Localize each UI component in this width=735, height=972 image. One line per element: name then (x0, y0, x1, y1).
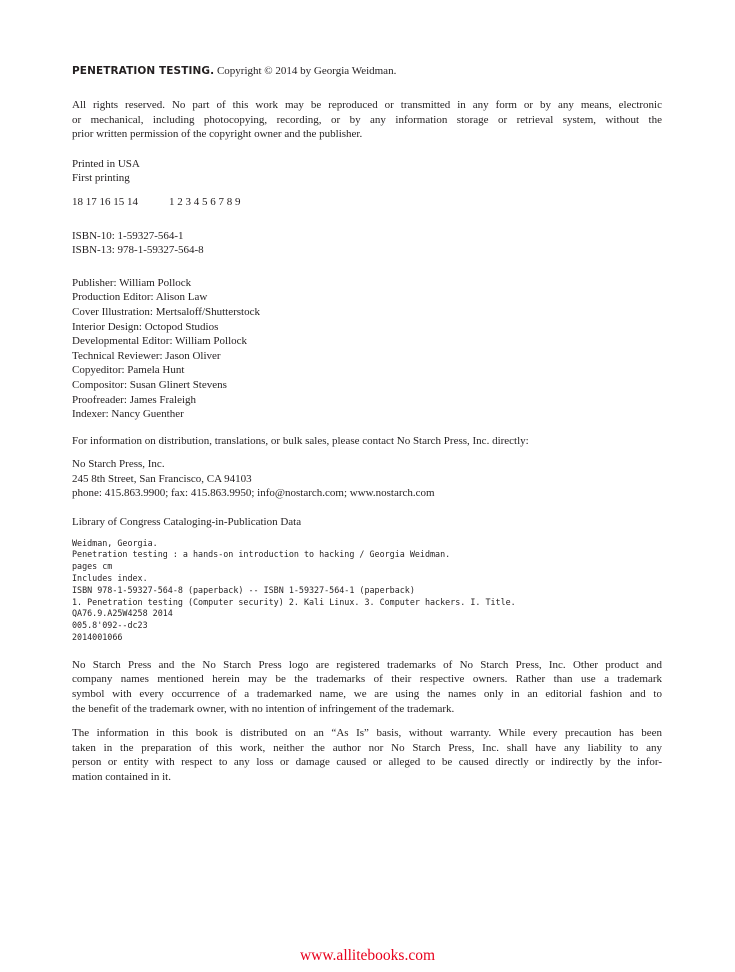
publisher-contact (72, 457, 662, 501)
rights-line: All rights reserved. No part of this work may be reproduced or transmitted in any form or by any means, electronic (72, 99, 662, 111)
credit-line: Publisher: William Pollock (72, 276, 192, 289)
cip-line: Weidman, Georgia. (72, 537, 158, 548)
disclaimer-line: person or entity with respect to any loss or damage caused or alleged to be caused directly or indirectly by the infor- (72, 756, 662, 769)
trademark-line: No Starch Press and the No Starch Press logo are registered trademarks of No Starch Press, Inc. Other product and (72, 658, 662, 671)
printing-numbers (72, 195, 662, 210)
book-title: PENETRATION TESTING. (72, 65, 215, 77)
copyright-header (72, 64, 662, 78)
trademark-paragraph (72, 658, 662, 716)
credit-line: Interior Design: Octopod Studios (72, 320, 219, 333)
credits-list (72, 276, 662, 422)
cip-control-number: 2014001066 (72, 632, 123, 643)
credit-line: Indexer: Nancy Guenther (72, 408, 184, 421)
printing-info (72, 157, 662, 186)
credit-line: Production Editor: Alison Law (72, 291, 208, 304)
credit-line: Copyeditor: Pamela Hunt (72, 364, 185, 377)
printed-location: Printed in USA (72, 157, 140, 170)
rights-line: or mechanical, including photocopying, recording, or by any information storage or retrieval system, without the (72, 113, 662, 126)
rights-paragraph (72, 98, 662, 142)
credit-line: Technical Reviewer: Jason Oliver (72, 349, 221, 362)
trademark-line: company names mentioned herein may be the trademarks of their respective owners. Rather than use a trademark (72, 673, 662, 686)
credit-line: Proofreader: James Fraleigh (72, 393, 197, 406)
isbn-13: ISBN-13: 978-1-59327-564-8 (72, 244, 204, 257)
cip-line: Penetration testing : a hands-on introduction to hacking / Georgia Weidman. (72, 549, 451, 560)
isbn-block (72, 229, 662, 258)
trademark-line: the benefit of the trademark owner, with no intention of infringement of the trademark. (72, 702, 455, 715)
credit-line: Compositor: Susan Glinert Stevens (72, 378, 227, 391)
cip-line: Includes index. (72, 573, 148, 584)
credit-line: Cover Illustration: Mertsaloff/Shutterstock (72, 305, 260, 318)
cip-line: 1. Penetration testing (Computer security) 2. Kali Linux. 3. Computer hackers. I. Title. (72, 596, 516, 607)
printing-years: 18 17 16 15 14 (72, 195, 138, 208)
cip-record (72, 538, 662, 644)
footer-website-link[interactable]: www.allitebooks.com (299, 947, 436, 964)
disclaimer-line: taken in the preparation of this work, neither the author nor No Starch Press, Inc. shall have any liability to any (72, 741, 662, 754)
trademark-line: symbol with every occurrence of a trademarked name, we are using the names only in an editorial fashion and to (72, 688, 662, 701)
printing-edition: First printing (72, 172, 130, 185)
disclaimer-line: The information in this book is distributed on an “As Is” basis, without warranty. While every precaution has been (72, 727, 662, 740)
credit-line: Developmental Editor: William Pollock (72, 335, 248, 348)
cip-line: pages cm (72, 561, 113, 572)
disclaimer-paragraph (72, 726, 662, 784)
publisher-address: 245 8th Street, San Francisco, CA 94103 (72, 472, 252, 485)
cip-line: QA76.9.A25W4258 2014 (72, 608, 173, 619)
cip-line: ISBN 978-1-59327-564-8 (paperback) -- ISBN 1-59327-564-1 (paperback) (72, 584, 415, 595)
copyright-notice: Copyright © 2014 by Georgia Weidman. (216, 65, 397, 77)
isbn-10: ISBN-10: 1-59327-564-1 (72, 229, 184, 242)
disclaimer-line: mation contained in it. (72, 770, 171, 783)
rights-line: prior written permission of the copyright owner and the publisher. (72, 128, 363, 141)
publisher-contact-details: phone: 415.863.9900; fax: 415.863.9950; info@nostarch.com; www.nostarch.com (72, 487, 435, 500)
cip-heading: Library of Congress Cataloging-in-Publication Data (72, 516, 302, 529)
copyright-page (72, 64, 662, 785)
printing-sequence: 1 2 3 4 5 6 7 8 9 (169, 195, 241, 208)
distribution-info: For information on distribution, translations, or bulk sales, please contact No Starch Press, Inc. directly: (72, 434, 529, 447)
publisher-name: No Starch Press, Inc. (72, 458, 165, 471)
cip-line: 005.8'092--dc23 (72, 620, 148, 631)
